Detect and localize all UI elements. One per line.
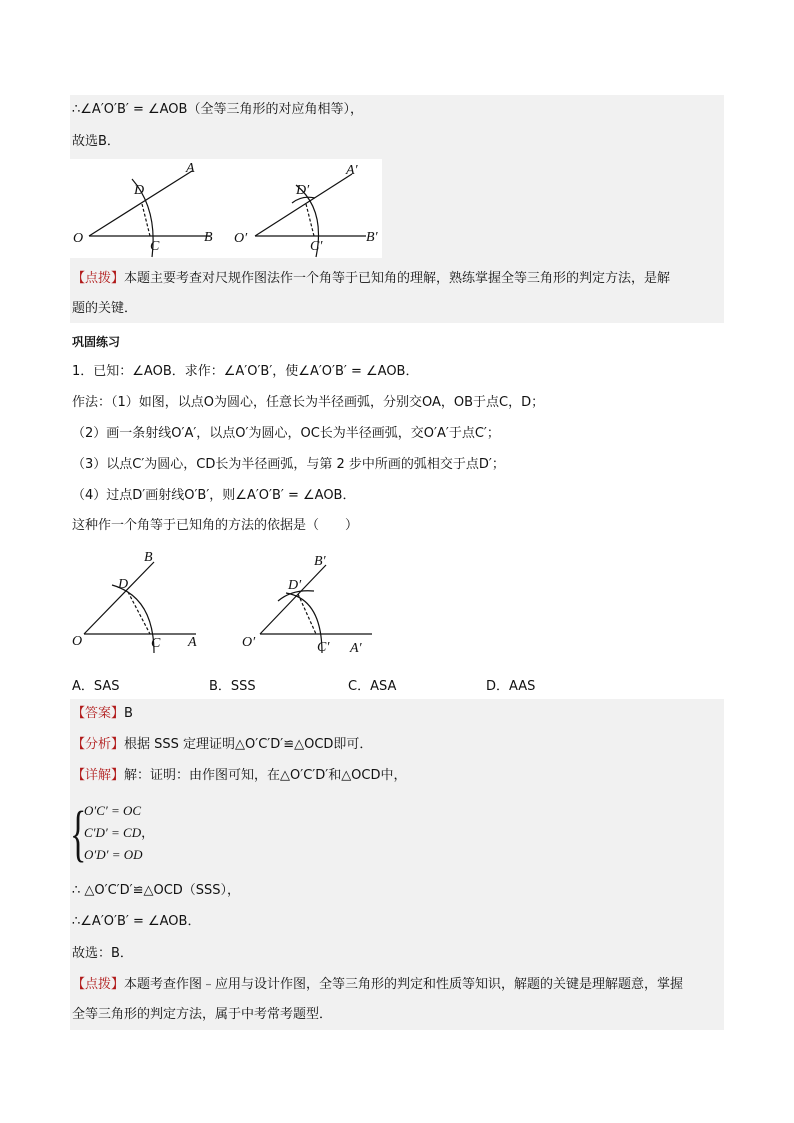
label-a-prime: A′ bbox=[346, 163, 358, 178]
figure-angle-construction-1 bbox=[70, 159, 382, 258]
label-c-prime: C′ bbox=[310, 239, 323, 254]
arc-q bbox=[112, 585, 154, 653]
option-b[interactable]: B．SSS bbox=[209, 679, 256, 694]
tip-line-1 bbox=[72, 270, 670, 288]
tip2-text-1: 本题考查作图﹣应用与设计作图，全等三角形的判定和性质等知识，解题的关键是理解题意，掌握 bbox=[124, 977, 684, 992]
question-line-1: 1．已知：∠AOB．求作：∠A′O′B′，使∠A′O′B′ = ∠AOB． bbox=[72, 364, 419, 379]
answer-line bbox=[72, 705, 133, 723]
tip-line-2: 题的关键． bbox=[72, 301, 138, 316]
question-line-5: （4）过点D′画射线O′B′，则∠A′O′B′ = ∠AOB． bbox=[72, 488, 356, 503]
ray-ob-q bbox=[84, 562, 154, 634]
system-brace: { bbox=[70, 800, 87, 868]
label-o: O bbox=[73, 231, 84, 246]
angles-line: ∴∠A′O′B′ = ∠AOB． bbox=[72, 914, 201, 929]
tip2-line-1 bbox=[72, 976, 683, 994]
tip2-line-2: 全等三角形的判定方法，属于中考常考题型． bbox=[72, 1007, 333, 1022]
label-o-prime: O′ bbox=[234, 231, 248, 246]
label-c: C bbox=[150, 239, 160, 254]
label-d: D bbox=[134, 183, 145, 198]
question-line-2: 作法：（1）如图，以点O为圆心，任意长为半径画弧，分别交OA，OB于点C，D； bbox=[72, 395, 545, 410]
tip-text-1: 本题主要考查对尺规作图法作一个角等于已知角的理解，熟练掌握全等三角形的判定方法，是解 bbox=[124, 271, 671, 286]
tip-tag: 【点拨】 bbox=[72, 271, 125, 286]
label-d-prime: D′ bbox=[296, 183, 310, 198]
question-line-4: （3）以点C′为圆心，CD长为半径画弧，与第 2 步中所画的弧相交于点D′； bbox=[72, 457, 505, 472]
detail-choose-line: 故选：B． bbox=[72, 946, 133, 961]
label-a: A bbox=[186, 161, 195, 176]
system-eq-3: O′D′ = OD bbox=[84, 847, 143, 862]
choose-line: 故选B． bbox=[72, 134, 120, 149]
question-line-6: 这种作一个角等于已知角的方法的依据是（ ） bbox=[72, 518, 359, 533]
label-b-prime-q: B′ bbox=[314, 554, 326, 569]
system-eq-2-text: C′D′ = CD bbox=[84, 825, 142, 840]
figure-angle-construction-2 bbox=[70, 545, 380, 657]
detail-line bbox=[72, 767, 407, 785]
question-line-3: （2）画一条射线O′A′，以点O′为圆心，OC长为半径画弧，交O′A′于点C′； bbox=[72, 426, 500, 441]
label-c-prime-q: C′ bbox=[317, 640, 330, 655]
label-o-q: O bbox=[72, 634, 83, 649]
tip2-tag: 【点拨】 bbox=[72, 977, 125, 992]
ray-o-b-prime-q bbox=[260, 565, 326, 634]
system-eq-1: O′C′ = OC bbox=[84, 803, 142, 818]
option-c[interactable]: C．ASA bbox=[348, 679, 397, 694]
ray-oa bbox=[89, 171, 192, 236]
detail-tag: 【详解】 bbox=[72, 768, 125, 783]
label-d-prime-q: D′ bbox=[288, 578, 302, 593]
label-b-q: B bbox=[144, 550, 153, 565]
label-b: B bbox=[204, 230, 213, 245]
option-d[interactable]: D．AAS bbox=[486, 679, 536, 694]
system-tail: ， bbox=[141, 825, 155, 840]
answer-text: B bbox=[124, 706, 133, 721]
segment-c-d-prime bbox=[306, 204, 314, 236]
conclusion-line: ∴∠A′O′B′ = ∠AOB（全等三角形的对应角相等）， bbox=[72, 102, 363, 117]
section-title: 巩固练习 bbox=[72, 335, 121, 349]
label-d-q: D bbox=[118, 577, 129, 592]
label-a-q: A bbox=[188, 635, 197, 650]
answer-tag: 【答案】 bbox=[72, 706, 125, 721]
label-b-prime: B′ bbox=[366, 230, 378, 245]
label-a-prime-q: A′ bbox=[350, 641, 362, 656]
analysis-line bbox=[72, 736, 372, 754]
option-a[interactable]: A．SAS bbox=[72, 679, 120, 694]
congruent-line: ∴ △O′C′D′≌△OCD（SSS）， bbox=[72, 883, 241, 898]
system-eq-2 bbox=[84, 824, 154, 842]
analysis-tag: 【分析】 bbox=[72, 737, 125, 752]
label-o-prime-q: O′ bbox=[242, 635, 256, 650]
label-c-q: C bbox=[151, 636, 161, 651]
analysis-text: 根据 SSS 定理证明△O′C′D′≌△OCD即可． bbox=[124, 737, 373, 752]
detail-text: 解：证明：由作图可知，在△O′C′D′和△OCD中， bbox=[124, 768, 407, 783]
segment-dc-prime-q bbox=[298, 594, 316, 634]
